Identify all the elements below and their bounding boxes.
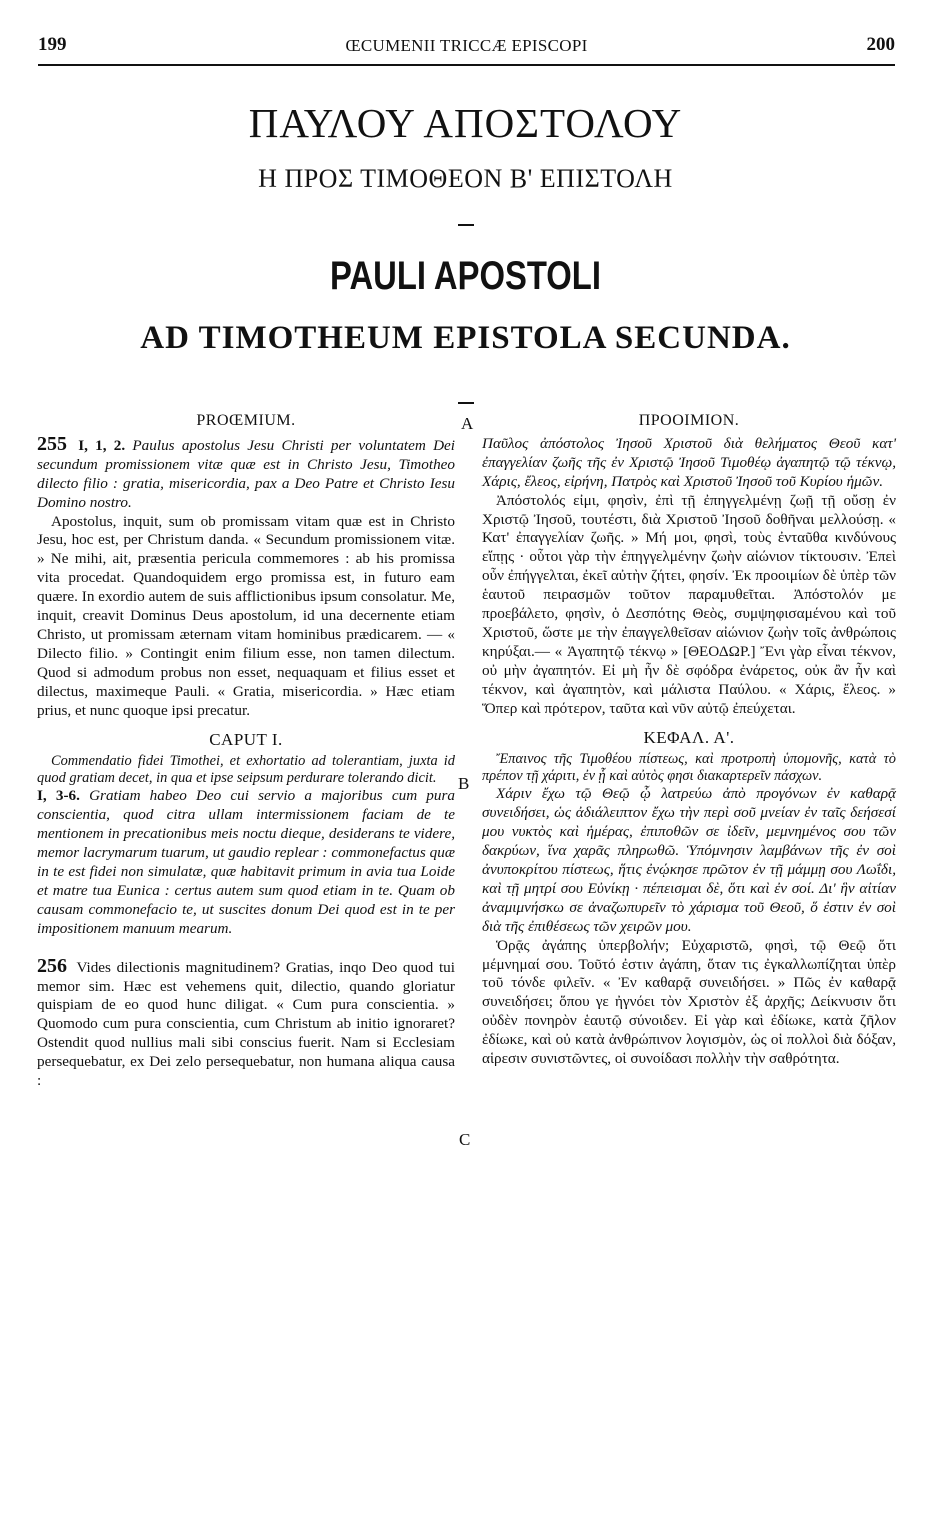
verse-reference: I, 3-6. [37,787,80,805]
commentary-paragraph: Apostolus, inquit, sum ob promissam vitam quæ est in Christo Jesu, hoc est, per Christum danda. « Secundum promissionem vitæ. » Ne mihi, ait, præsentia pericula commemores : ab his promissa vita procedat. Quandoquidem ergo promissa est, in futuro eam quære. In exordio autem de suis afflictionibus ipsum consolatur. Me, inquit, creavit Dominus Deus apostolum, id una decernente etiam Christo, ut promissam æternam vitam hominibus prædicarem. — « Dilecto filio. » Contingit enim filium esse, non tamen dilectum. Quod si admodum probus non esset, nequaquam et filius esset et dilectus, maximeque Pauli. « Gratia, misericordia. » Hæc etiam prius, et nunc quoque ipsi precatur. [37,512,455,719]
greek-title: ΠΑΥΛΟΥ ΑΠΟΣΤΟΛΟΥ [248,100,683,146]
scripture-passage: Χάριν ἔχω τῷ Θεῷ ᾧ λατρεύω ἀπὸ προγόνων ἐν καθαρᾷ συνειδήσει, ὡς ἀδιάλειπτον ἔχω τὴν περὶ σοῦ μνείαν ἐν ταῖς δεήσεσί μου νυκτὸς καὶ ἡμέρας, ἐπιποθῶν σε ἰδεῖν, μεμνημένος σου τῶν δακρύων, ἵνα χαρᾶς πληρωθῶ. Ὑπόμνησιν λαμβάνων τῆς ἐν σοὶ ἀνυποκρίτου πίστεως, ἥτις ἐνῴκησε πρῶτον ἐν τῇ μάμμῃ σου Λωΐδι, καὶ τῇ μητρί σου Εὐνίκῃ · πέπεισμαι δὲ, ὅτι καὶ ἐν σοί. Δι' ἣν αἰτίαν ἀναμιμνήσκω σε ἀναζωπυρεῖν τὸ χάρισμα τοῦ Θεοῦ, ὅ ἐστιν ἐν σοὶ διὰ τῆς ἐπιθέσεως τῶν χειρῶν μου. [482,785,896,935]
chapter-summary: Ἔπαινος τῆς Τιμοθέου πίστεως, καὶ προτροπὴ ὑπομονῆς, κατὰ τὸ πρέπον τῇ χάριτι, ἐν ᾗ καὶ αὐτὸς φησι διακαρτερεῖν πάσχων. [482,751,896,785]
latin-title: PAULI APOSTOLI [330,254,601,298]
chapter-heading: CAPUT I. [209,729,283,749]
title-divider [458,224,474,226]
commentary-paragraph: Ἀπόστολός εἰμι, φησὶν, ἐπὶ τῇ ἐπηγγελμένῃ ζωῇ τῇ οὔσῃ ἐν Χριστῷ Ἰησοῦ, τουτέστι, διὰ Χριστοῦ Ἰησοῦ δοθῆναι μελλούσῃ. « Κατ' ἐπαγγελίαν ζωῆς. » Μή μοι, φησὶ, τοὺς ἐνταῦθα κινδύνους εἴπῃς · οὗτοι γὰρ τὴν ἐπηγγελμένην ζωὴν αἰώνιον τίκτουσιν. Ἐπεὶ οὖν ἐπήγγελται, ἐκεῖ αὐτὴν ζήτει, φησίν. Ἐκ προοιμίων δὲ ὑπὲρ τῶν ἑαυτοῦ πειρασμῶν τοῦτον παραμυθεῖται. Ἀπόστολόν με προεβάλετο, φησὶν, ὁ Δεσπότης Θεὸς, συμψηφισαμένου καὶ τοῦ Χριστοῦ, ὥστε με τὴν ἐπαγγελθεῖσαν αἰώνιον ζωὴν τοῖς ἀνθρώποις κηρύξαι.— « Ἀγαπητῷ τέκνῳ » [ΘΕΟΔΩΡ.] Ἔνι γὰρ εἶναι τέκνον, οὐ μὴν ἀγαπητόν. Εἰ μὴ ἦν δὲ σφόδρα ἐνάρετος, οὐκ ἂν ἦν καὶ τέκνον, καὶ ἀγαπητὸν, καὶ μάλιστα Παύλου. « Χάρις, ἔλεος. » Ὅπερ καὶ πρότερον, ταῦτα καὶ νῦν αὐτῷ ἐπεύχεται. [482,491,896,717]
greek-subtitle: Η ΠΡΟΣ ΤΙΜΟΘΕΟΝ Β' ΕΠΙΣΤΟΛΗ [258,164,673,193]
chapter-summary: Commendatio fidei Timothei, et exhortatio ad tolerantiam, juxta id quod gratiam decet, in qua et ipse seipsum perdurare tolerando dicit. [37,753,455,787]
title-divider-2 [458,402,474,404]
commentary-text: Vides dilectionis magnitudinem? Gratias, inqo Deo quod tui memor sim. Hæc est vehemens quit, dilectio, quando gloriatur quispiam de eo quod hunc diligat. « Cum pura conscientia. » Quomodo cum pura conscientia, cum Christum ab initio ignoraret? Ostendit quod nullius mali sibi conscius fuerit. Nam si Ecclesiam persequebatur, ex Dei zelo persequebatur, non humana aliqua causa : [37,958,455,1090]
verse-reference: I, 1, 2. [78,436,126,454]
prooimion-heading: ΠΡΟΟΙΜΙΟΝ. [638,412,740,429]
margin-letter-c: C [459,1130,471,1149]
section-number: 256 [37,954,67,977]
chapter-heading: ΚΕΦΑΛ. Α'. [643,727,735,747]
title-block [0,100,931,404]
scripture-text: Gratiam habeo Deo cui servio a majoribus cum pura conscientia, quod citra ullam intermissionem faciam de te mentionem in precationibus meis noctu dieque, desiderans te videre, memor lacrymarum tuarum, ut gaudio replear : commonefactus quæ in te est fidei non simulatæ, quæ habitavit primum in avia tua Loide et matre tua Eunica : certus autem sum quod etiam in te. Quam ob causam commonefacio te, ut suscites donum Dei quod est in te per impositionem manuum mearum. [37,787,456,937]
margin-letter-a: A [461,414,474,433]
page-number-right: 200 [866,34,895,55]
page-number-left: 199 [38,34,67,55]
running-header [38,34,895,58]
header-rule [38,64,895,66]
greek-column [482,412,896,1069]
margin-letter-b: B [458,774,470,793]
latin-column [37,412,455,1091]
scripture-text: Paulus apostolus Jesu Christi per voluntatem Dei secundum promissionem vitæ quæ est in Christo Jesu, Timotheo dilecto filio : gratia, misericordia, pax a Deo Patre et Christo Iesu Domino nostro. [37,436,456,511]
running-title: ŒCUMENII TRICCÆ EPISCOPI [345,36,588,55]
section-256 [37,954,455,1091]
commentary-paragraph: Ὁρᾷς ἀγάπης ὑπερβολήν; Εὐχαριστῶ, φησὶ, τῷ Θεῷ ὅτι μέμνημαί σου. Τοῦτό ἐστιν ἀγάπη, ὅταν τις ἐγκαλλωπίζηται ὑπὲρ τοῦ τόνδε φιλεῖν. « Ἐν καθαρᾷ συνειδήσει. » Πῶς ἐν καθαρᾷ συνειδήσει; ὅπου γε ἠγνόει τὸν Χριστὸν ἐξ ἀρχῆς; Δείκνυσιν ὅτι οὐδὲν πονηρὸν ἑαυτῷ σύνοιδεν. Εἰ γὰρ καὶ ἐδίωκε, κατὰ ζῆλον ἐδίωκε, καὶ οὐ κατὰ ἀνθρώπινον λογισμὸν, ὡς οἱ πολλοὶ διὰ δόξαν, αἱρεσιν συνιστῶντες, οἱ συνοίδασι πολλὴν τὴν σαθρότητα. [482,936,896,1068]
latin-subtitle: AD TIMOTHEUM EPISTOLA SECUNDA. [140,320,791,356]
scripture-passage [37,787,455,938]
section-number: 255 [37,432,67,455]
scripture-text: Παῦλος ἀπόστολος Ἰησοῦ Χριστοῦ διὰ θελήματος Θεοῦ κατ' ἐπαγγελίαν ζωῆς τῆς ἐν Χριστῷ Ἰησοῦ Τιμοθέῳ ἀγαπητῷ τῷ τέκνῳ, Χάρις, ἔλεος, εἰρήνη, Πατρὸς καὶ Χριστοῦ Ἰησοῦ τοῦ Κυρίου ἡμῶν. [482,434,896,490]
proemium-heading: PROŒMIUM. [196,412,296,429]
section-255 [37,432,456,513]
